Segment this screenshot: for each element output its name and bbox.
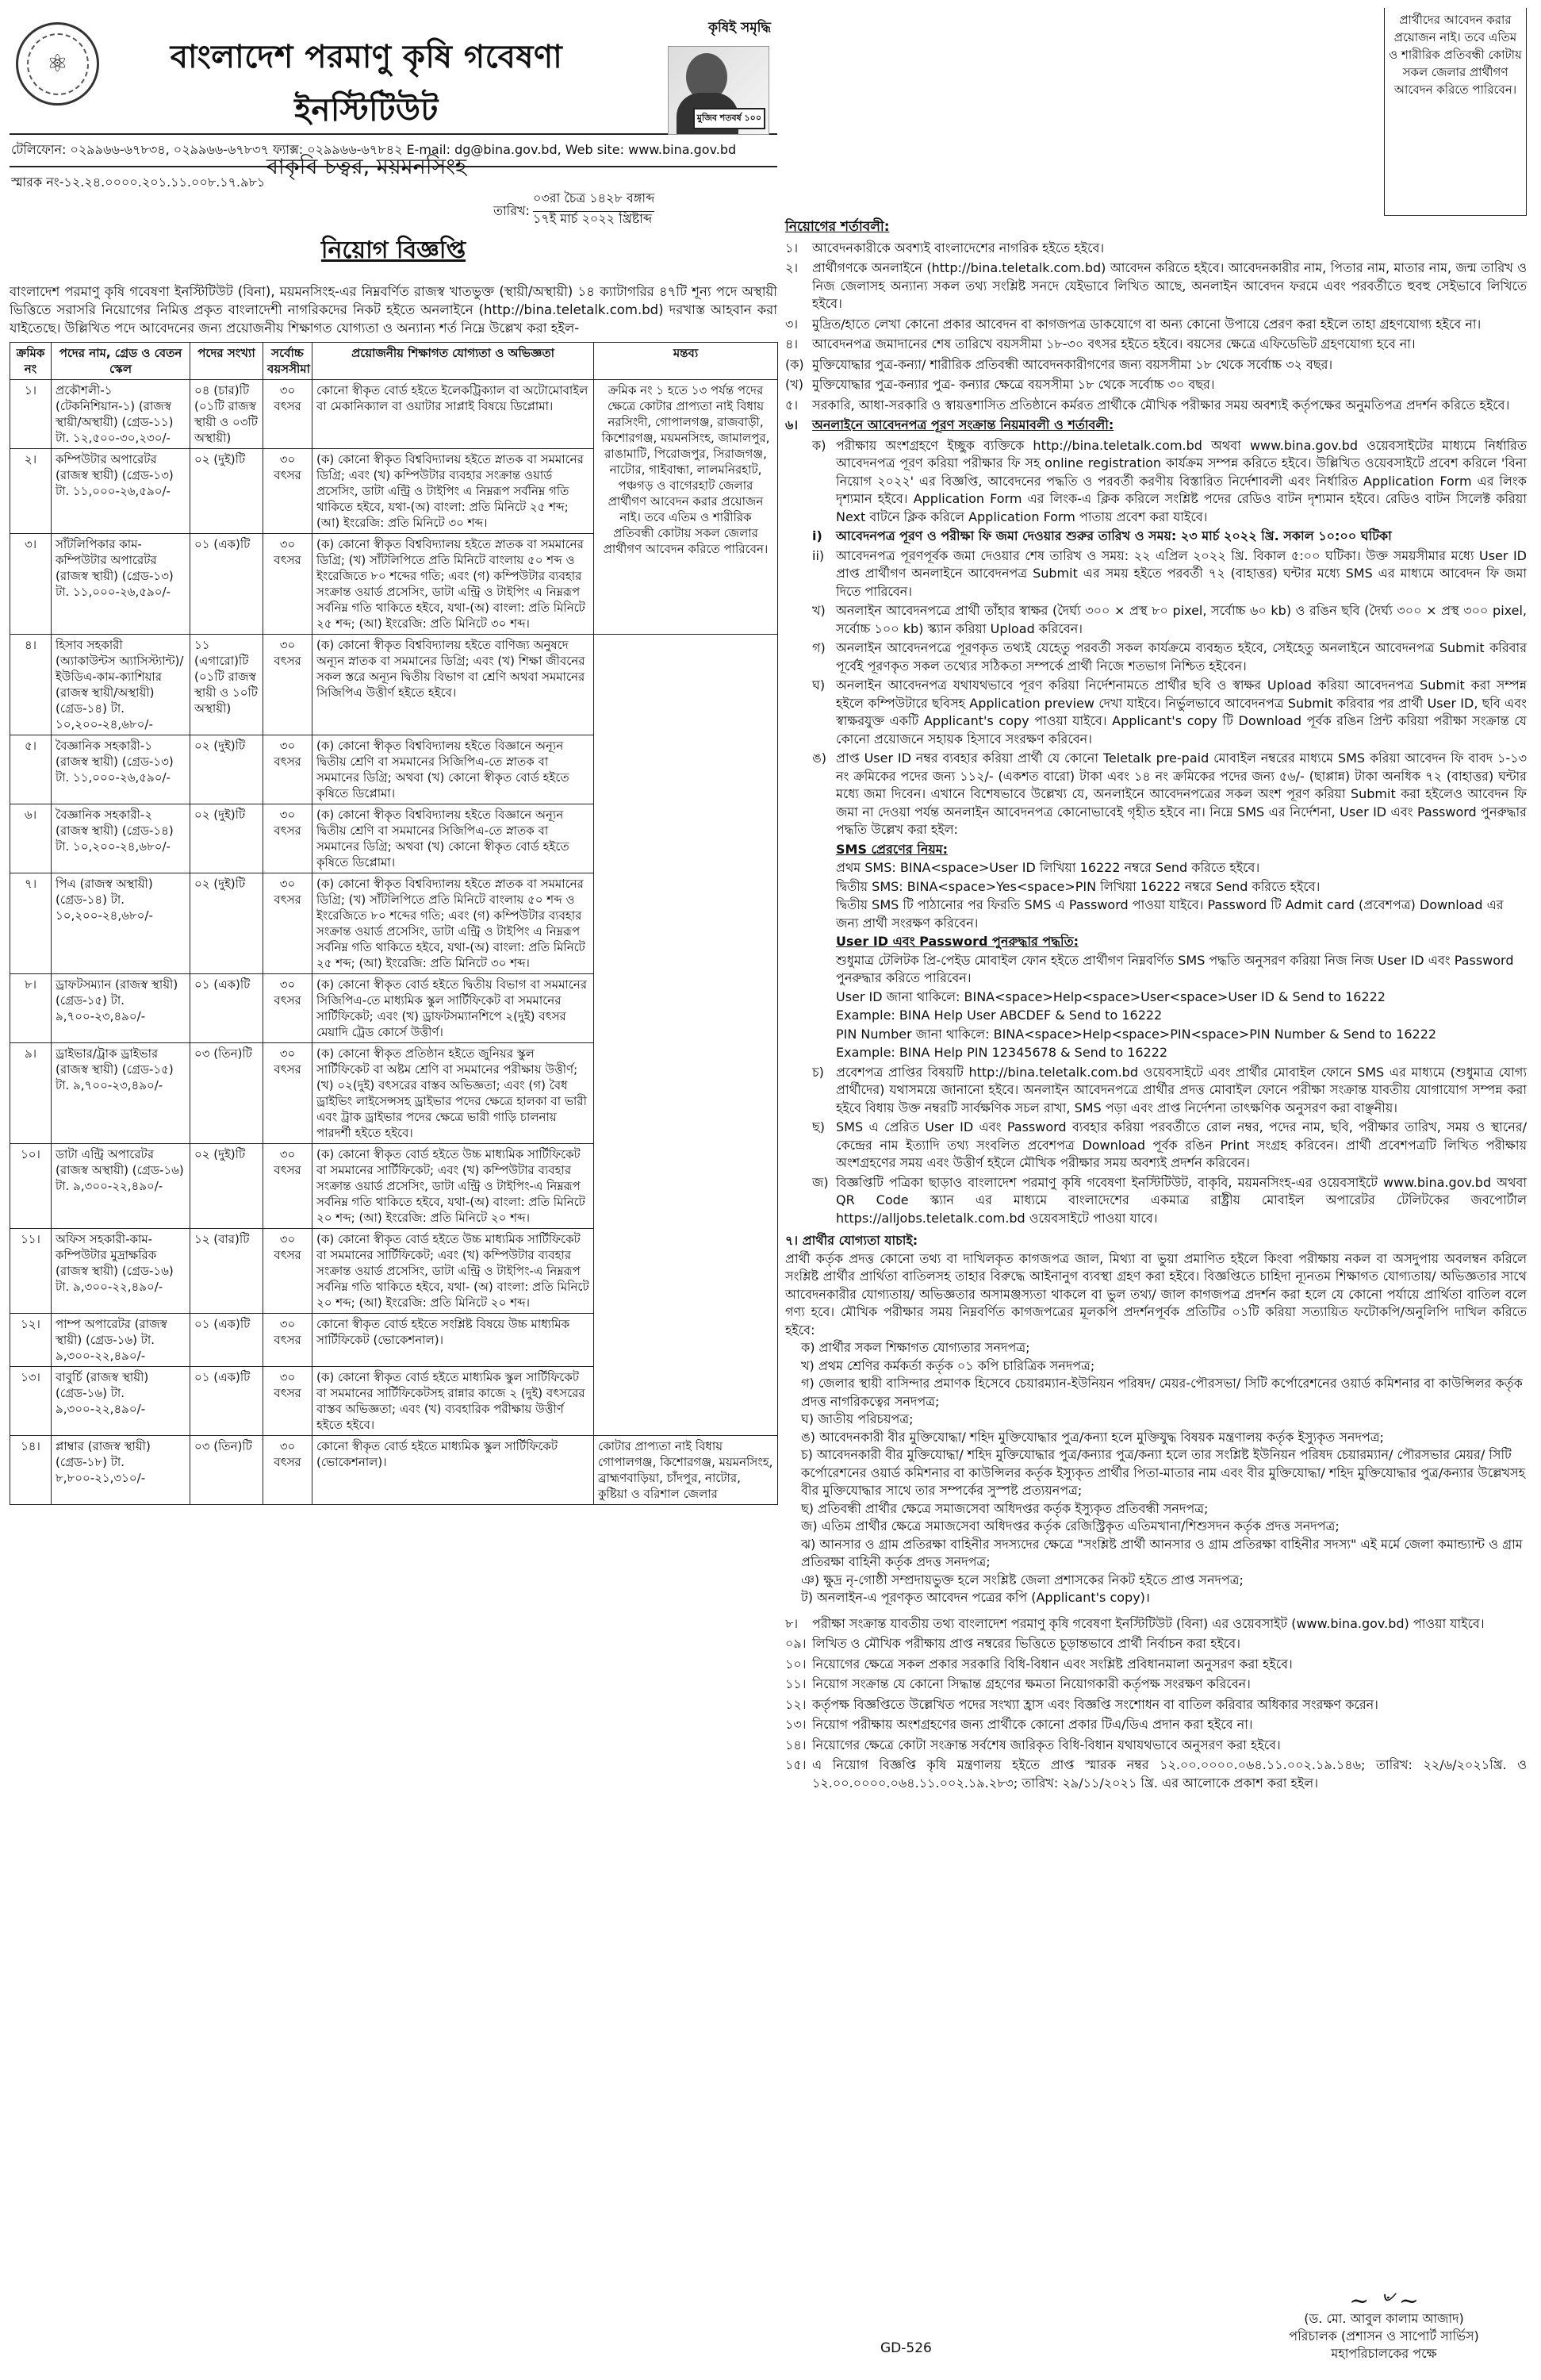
sub-condition: ঙ) প্রাপ্ত User ID নম্বর ব্যবহার করিয়া প্রার্থী যে কোনো Teletalk pre-paid মোবাইল নম্বরের মাধ্যমে SMS করিয়া আবেদন ফি বাবদ ১-১৩ নং ক্রমিকের পদের জন্য ১১২/- (একশত বারো) টাকা এবং ১৪ নং ক্রমিকের পদের জন্য ৫৬/- (ছাপ্পান্ন) টাকা অনধিক ৭২ (বাহাত্তর) ঘন্টার মধ্যে জমা দিবেন। এখানে বিশেষভাবে উল্লেখ্য যে, অনলাইনে আবেদনপত্রের সকল অংশ পূরণ করিয়া Submit করা হইলেও আবেদন ফি জমা না দেওয়া পর্যন্ত অনলাইন আবেদনপত্র কোনোভাবেই গৃহীত হইবে না। নিম্নে SMS এর নির্দেশনা, User ID এবং Password পুনরুদ্ধার পদ্ধতি উল্লেখ করা হইল: [812,750,1527,837]
pin-example: Example: BINA Help PIN 12345678 & Send to 16222 [836,1045,1168,1060]
cell-remark-quota: ক্রমিক নং ১ হতে ১৩ পর্যন্ত পদের ক্ষেত্রে কোটার প্রাপ্যতা নাই বিধায় নরসিংদী, গোপালগঞ্জ, রাজবাড়ী, কিশোরগঞ্জ, ময়মনসিংহ, জামালপুর, রাঙামাটি, পিরোজপুর, সিরাজগঞ্জ, নাটোর, গাইবান্ধা, লালমনিরহাট, পঞ্চগড় ও বাগেরহাট জেলার প্রার্থীগণ আবেদন করার প্রয়োজন নাই। তবে এতিম ও শারীরিক প্রতিবন্ধী কোটায় সকল জেলার প্রার্থীগণ আবেদন করিতে পারিবেন। [594,380,778,635]
sub-condition: ছ) SMS এ প্রেরিত User ID এবং Password ব্যবহার করিয়া পরবর্তীতে রোল নম্বর, পদের নাম, ছবি, পরীক্ষার তারিখ, সময় ও স্থানের/কেন্দ্রের নাম ইত্যাদি তথ্য সংবলিত প্রবেশপত্র Download পূর্বক রঙিন Print সংগ্রহ করিবেন। প্রার্থী প্রবেশপত্রটি লিখিত পরীক্ষায় অংশগ্রহণের সময় এবং উত্তীর্ণ হইলে মৌখিক পরীক্ষার সময় অবশ্যই প্রদর্শন করিবেন। [812,1119,1527,1170]
cell-count: ০১ (এক)টি [190,1367,263,1436]
footer-code: GD-526 [880,2340,932,2356]
cell-age: ৩০ বৎসর [263,735,312,804]
cell-age: ৩০ বৎসর [263,1229,312,1314]
list-item: খ) প্রথম শ্রেণির কর্মকর্তা কর্তৃক ০১ কপি চারিত্রিক সনদপত্র; [801,1357,1095,1373]
list-item: গ) জেলার স্থায়ী বাসিন্দার প্রমাণক হিসেবে চেয়ারম্যান-ইউনিয়ন পরিষদ/ মেয়র-পৌরসভা/ সিটি কর্পোরেশনের ওয়ার্ড কমিশনার বা কাউন্সিলর কর্তৃক প্রদত্ত নাগরিকত্বের সনদপত্র; [801,1376,1523,1409]
cell-serial: ৫। [10,735,52,804]
institute-logo [16,22,99,106]
table-header-row [10,343,778,380]
mujib-badge: মুজিব শতবর্ষ ১০০ [693,108,765,129]
list-item: ঝ) আনসার ও গ্রাম প্রতিরক্ষা বাহিনীর সদস্যদের ক্ষেত্রে "সংশ্লিষ্ট প্রার্থী আনসার ও গ্রাম প্রতিরক্ষা বাহিনীর সদস্য" এই মর্মে জেলা কমান্ড্যান্ট ও গ্রাম প্রতিরক্ষা বাহিনী কর্তৃক প্রদত্ত সনদপত্র; [801,1536,1523,1569]
col-header-age: সর্বোচ্চ বয়সসীমা [263,343,312,380]
cell-serial: ২। [10,449,52,534]
cell-age: ৩০ বৎসর [263,449,312,534]
cell-qualification: (ক) কোনো স্বীকৃত প্রতিষ্ঠান হইতে জুনিয়র স্কুল সার্টিফিকেট বা অষ্টম শ্রেণি বা সমমানের পরীক্ষায় উত্তীর্ণ; (খ) ০২(দুই) বৎসরের বাস্তব অভিজ্ঞতা; এবং (গ) বৈধ ড্রাইভিং লাইসেন্সসহ ড্রাইভার পদের ক্ষেত্রে হালকা বা ভারী এবং ট্রাক ড্রাইভার পদের ক্ষেত্রে ভারী গাড়ি চালনায় পারদর্শী হইতে হইবে। [312,1043,594,1144]
table-row [10,1436,778,1505]
cell-age: ৩০ বৎসর [263,1144,312,1229]
cell-qualification: কোনো স্বীকৃত বোর্ড হইতে ইলেকট্রিক্যাল বা অটোমোবাইল বা মেকানিক্যাল বা ওয়াটার সাপ্লাই বিষয়ে ডিপ্লোমা। [312,380,594,449]
org-address: বাকৃবি চত্বর, ময়মনসিংহ [266,155,467,179]
list-item: ঘ) জাতীয় পরিচয়পত্র; [801,1411,914,1426]
cell-post: প্লাম্বার (রাজস্ব স্থায়ী) (গ্রেড-১৮) টা. ৮,৮০০-২১,৩১০/- [52,1436,190,1505]
cell-count: ০২ (দুই)টি [190,1144,263,1229]
sms-line-2: দ্বিতীয় SMS: BINA<space>Yes<space>PIN লিখিয়া 16222 নম্বরে Send করিতে হইবে। [836,878,1321,894]
list-item: ঞ) ক্ষুদ্র নৃ-গোষ্ঠী সম্প্রদায়ভুক্ত হলে সংশ্লিষ্ট জেলা প্রশাসকের নিকট হইতে প্রাপ্ত সনদপত্র; [801,1572,1244,1587]
cell-serial: ১২। [10,1314,52,1367]
col-header-serial: ক্রমিক নং [10,343,52,380]
tail-item: ১৫। এ নিয়োগ বিজ্ঞপ্তি কৃষি মন্ত্রণালয় হইতে প্রাপ্ত স্মারক নম্বর ১২.০০.০০০০.০৬৪.১১.০০২.১৯.১৪৬; তারিখ: ২২/৬/২০২১খ্রি. ও ১২.০০.০০০০.০৬৪.১১.০০২.১৯.২৮৩; তারিখ: ২৯/১১/২০২১ খ্রি. এর আলোকে প্রকাশ করা হইল। [785,1757,1527,1791]
cell-post: কম্পিউটার অপারেটর (রাজস্ব স্থায়ী) (গ্রেড-১৩) টা. ১১,০০০-২৬,৫৯০/- [52,449,190,534]
cell-qualification: (ক) কোনো স্বীকৃত বিশ্ববিদ্যালয় হইতে বাণিজ্য অনুষদে অন্যূন স্নাতক বা সমমানের ডিগ্রি; এবং (খ) শিক্ষা জীবনের সকল স্তরে অন্যূন দ্বিতীয় বিভাগ বা শ্রেণি অথবা সমমানের সিজিপিএ উত্তীর্ণ হইতে হইবে। [312,635,594,735]
cell-post: ড্রাফটসম্যান (রাজস্ব স্থায়ী) (গ্রেড-১৫) টা. ৯,৭০০-২৩,৪৯০/- [52,974,190,1043]
cell-count: ০১ (এক)টি [190,534,263,635]
atom-icon: ⚛ [27,33,89,95]
cell-count: ০৪ (চার)টি (০১টি রাজস্ব স্থায়ী ও ০৩টি অস্থায়ী) [190,380,263,449]
cell-count: ০২ (দুই)টি [190,873,263,974]
cell-serial: ৪। [10,635,52,735]
sub-condition: জ) বিজ্ঞপ্তিটি পত্রিকা ছাড়াও বাংলাদেশ পরমাণু কৃষি গবেষণা ইনস্টিটিউট, বাকৃবি, ময়মনসিংহ-এর ওয়েবসাইটে www.bina.gov.bd অথবা QR Code স্ক্যান এর মাধ্যমে বাংলাদেশের একমাত্র রাষ্ট্রীয় মোবাইল অপারেটর টেলিটকের জবপোর্টাল https://alljobs.teletalk.com.bd ওয়েবসাইটে পাওয়া যাবে। [812,1174,1527,1226]
list-item: চ) আবেদনকারী বীর মুক্তিযোদ্ধা/ শহিদ মুক্তিযোদ্ধার পুত্র/কন্যার পুত্র/কন্যা হলে তার সংশ্লিষ্ট ইউনিয়ন পরিষদ চেয়ারম্যান/ পৌরসভার মেয়র/ সিটি কর্পোরেশনের ওয়ার্ড কমিশনার বা কাউন্সিলর কর্তৃক ইস্যুকৃত প্রার্থীর পিতা-মাতার নাম এবং বীর মুক্তিযোদ্ধা/ শহিদ মুক্তিযোদ্ধার পুত্র/কন্যার উল্লেখসহ বীর মুক্তিযোদ্ধার সাথে তার সম্পর্কের সুস্পষ্ট প্রত্যয়নপত্র; [801,1447,1525,1498]
portrait-block [668,17,771,129]
tail-item: ১০। নিয়োগের ক্ষেত্রে সকল প্রকার সরকারি বিধি-বিধান এবং সংশ্লিষ্ট প্রবিধানমালা অনুসরণ করা হইবে। [785,1656,1293,1672]
cell-age: ৩০ বৎসর [263,534,312,635]
cell-post: সাঁটলিপিকার কাম-কম্পিউটার অপারেটর (রাজস্ব স্থায়ী) (গ্রেড-১৩) টা. ১১,০০০-২৬,৫৯০/- [52,534,190,635]
signatory-name: (ড. মো. আবুল কালাম আজাদ) [1304,2311,1464,2326]
list-item: ঙ) আবেদনকারী বীর মুক্তিযোদ্ধা/ শহিদ মুক্তিযোদ্ধার পুত্র/কন্যা হলে মুক্তিযুদ্ধ বিষয়ক মন্ত্রণালয় কর্তৃক ইস্যুকৃত সনদপত্র; [801,1429,1384,1445]
condition-item: ৬। অনলাইনে আবেদনপত্র পূরণ সংক্রান্ত নিয়মাবলী ও শর্তাবলী: [785,417,1114,432]
cell-post: প্রকৌশলী-১ (টেকনিশিয়ান-১) (রাজস্ব স্থায়ী/অস্থায়ী) (গ্রেড-১১) টা. ১২,৫০০-৩০,২৩০/- [52,380,190,449]
remark-continuation: প্রার্থীদের আবেদন করার প্রয়োজন নাই। তবে এতিম ও শারীরিক প্রতিবন্ধী কোটায় সকল জেলার প্রার্থীগণ আবেদন করিতে পারিবেন। [1384,8,1527,216]
cell-serial: ৯। [10,1043,52,1144]
posts-table [10,342,778,1505]
cell-age: ৩০ বৎসর [263,380,312,449]
date-english: ১৭ই মার্চ ২০২২ খ্রিষ্টাব্দ [533,211,653,226]
sms-line-1: প্রথম SMS: BINA<space>User ID লিখিয়া 16222 নম্বরে Send করিতে হইবে। [836,860,1260,875]
cell-age: ৩০ বৎসর [263,1436,312,1505]
tail-item: ১২। কর্তৃপক্ষ বিজ্ঞপ্তিতে উল্লেখিত পদের সংখ্যা হ্রাস এবং বিজ্ঞপ্তি সংশোধন বা বাতিল করিবার অধিকার সংরক্ষণ করেন। [785,1696,1378,1712]
condition-item: ২। প্রার্থীগণকে অনলাইনে (http://bina.teletalk.com.bd) আবেদন করিতে হইবে। আবেদনকারীর নাম, পিতার নাম, মাতার নাম, জন্ম তারিখ ও নিজ জেলাসহ অন্যান্য সকল তথ্য সংশ্লিষ্ট সনদে যেইভাবে লিখিত আছে, অনলাইন আবেদন ফরমে এবং পরবর্তীতে হুবহু সেইভাবে লিখিতে হইবে। [785,260,1527,311]
uid-line: User ID জানা থাকিলে: BINA<space>Help<space>User<space>User ID & Send to 16222 [836,988,1386,1004]
signature-block [1245,2287,1523,2363]
condition-item: ৫। সরকারি, আধা-সরকারি ও স্বায়ত্তশাসিত প্রতিষ্ঠানে কর্মরত প্রার্থীকে মৌখিক পরীক্ষার সময় অবশ্যই কর্তৃপক্ষের অনুমতিপত্র প্রদর্শন করিতে হইবে। [785,397,1510,413]
cell-count: ০৩ (তিন)টি [190,1436,263,1505]
cell-count: ০৩ (তিন)টি [190,1043,263,1144]
cell-qualification: (ক) কোনো স্বীকৃত বোর্ড হইতে উচ্চ মাধ্যমিক সার্টিফিকেট বা সমমানের সার্টিফিকেট; এবং (খ) কম্পিউটার ব্যবহার সংক্রান্ত ওয়ার্ড প্রসেসিং, ডাটা এন্ট্রি ও টাইপিং-এ নিম্নরূপ সর্বনিম্ন গতি থাকিতে হইবে, যথা-(অ) বাংলা: প্রতি মিনিটে ২০ শব্দ; (আ) ইংরেজি: প্রতি মিনিটে ২০ শব্দ। [312,1144,594,1229]
cell-age: ৩০ বৎসর [263,974,312,1043]
signature-scribble: ~ ৺ ~ [1349,2287,1419,2315]
sub-condition: চ) প্রবেশপত্র প্রাপ্তির বিষয়টি http://bina.teletalk.com.bd ওয়েবসাইটে এবং প্রার্থীর মোবাইল ফোনে SMS এর মাধ্যমে (শুধুমাত্র যোগ্য প্রার্থীদের) যথাসময়ে জানানো হইবে। অনলাইন আবেদনপত্রে প্রার্থীর প্রদত্ত মোবাইল ফোনে পরীক্ষা সংক্রান্ত যাবতীয় যোগাযোগ সম্পন্ন করা হইবে বিধায় উক্ত নম্বরটি সার্বক্ষণিক সচল রাখা, SMS পড়া এবং প্রাপ্ত নির্দেশনা তাৎক্ষণিক অনুসরণ করা বাঞ্ছনীয়। [812,1064,1527,1115]
cell-count: ০১ (এক)টি [190,974,263,1043]
cell-qualification: (ক) কোনো স্বীকৃত বিশ্ববিদ্যালয় হইতে স্নাতক বা সমমানের ডিগ্রি; (খ) সাঁটলিপিতে প্রতি মিনিটে বাংলায় ৫০ শব্দ ও ইংরেজিতে ৮০ শব্দের গতি; এবং (গ) কম্পিউটার ব্যবহার সংক্রান্ত ওয়ার্ড প্রসেসিং, ডাটা এন্ট্রি ও টাইপিং এ নিম্নরূপ সর্বনিম্ন গতি থাকিতে হইবে, যথা-(অ) বাংলা: প্রতি মিনিটে ২৫ শব্দ; (আ) ইংরেজি: প্রতি মিনিটে ৩০ শব্দ। [312,534,594,635]
cell-post: ড্রাইভার/ট্রাক ড্রাইভার (রাজস্ব স্থায়ী) (গ্রেড-১৫) টা. ৯,৭০০-২৩,৪৯০/- [52,1043,190,1144]
condition-item: ৪। আবেদনপত্র জমাদানের শেষ তারিখে বয়সসীমা ১৮-৩০ বৎসর হইতে হইবে। বয়সের ক্ষেত্রে এফিডেভিট গ্রহণযোগ্য হবে না। [785,336,1416,351]
cell-age: ৩০ বৎসর [263,635,312,735]
signatory-designation: পরিচালক (প্রশাসন ও সাপোর্ট সার্ভিস) [1289,2328,1479,2344]
cell-count: ০২ (দুই)টি [190,804,263,873]
conditions-heading: নিয়োগের শর্তাবলী: [785,219,890,235]
cell-qualification: (ক) কোনো স্বীকৃত বোর্ড হইতে মাধ্যমিক স্কুল সার্টিফিকেট বা সমমানের সার্টিফিকেটসহ রান্নার কাজে ২ (দুই) বৎসরের বাস্তব অভিজ্ঞতা; এবং (খ) ব্যবহারিক পরীক্ষায় উত্তীর্ণ হইতে হইবে। [312,1367,594,1436]
sms-title: SMS প্রেরণের নিয়ম: [836,841,949,857]
cell-age: ৩০ বৎসর [263,1367,312,1436]
cell-post: ডাটা এন্ট্রি অপারেটর (রাজস্ব অস্থায়ী) (গ্রেড-১৬) টা. ৯,৩০০-২২,৪৯০/- [52,1144,190,1229]
condition-item: ৩। মুদ্রিত/হাতে লেখা কোনো প্রকার আবেদন বা কাগজপত্র ডাকযোগে বা অন্য কোনো উপায়ে প্রেরণ করা হইলে তাহা গ্রহণযোগ্য হইবে না। [785,316,1482,332]
date-bangla: ০৩রা চৈত্র ১৪২৮ বঙ্গাব্দ [533,188,654,212]
cell-post: অফিস সহকারী-কাম-কম্পিউটার মুদ্রাক্ষরিক (রাজস্ব স্থায়ী) (গ্রেড-১৬) টা. ৯,৩০০-২২,৪৯০/- [52,1229,190,1314]
col-header-post: পদের নাম, গ্রেড ও বেতন স্কেল [52,343,190,380]
sub-condition: খ) অনলাইন আবেদনপত্রে প্রার্থী তাঁহার স্বাক্ষর (দৈর্ঘ্য ৩০০ × প্রস্থ ৮০ pixel, সর্বোচ্চ ৬০ kb) ও রঙিন ছবি (দৈর্ঘ্য ৩০০ × প্রস্থ ৩০০ pixel, সর্বোচ্চ ১০০ kb) স্ক্যান করিয়া Upload করিবেন। [812,603,1527,636]
notice-intro: বাংলাদেশ পরমাণু কৃষি গবেষণা ইনস্টিটিউট (বিনা), ময়মনসিংহ-এর নিম্নবর্ণিত রাজস্ব খাতভুক্ত (স্থায়ী/অস্থায়ী) ১৪ ক্যাটাগরির ৪৭টি শূন্য পদে অস্থায়ী ভিত্তিতে সরাসরি নিয়োগের নিমিত্ত প্রকৃত বাংলাদেশী নাগরিকদের নিকট হইতে অনলাইনে (http://bina.teletalk.com.bd) দরখাস্ত আহবান করা যাইতেছে। উল্লিখিত পদে আবেদনের জন্য প্রয়োজনীয় শিক্ষাগত যোগ্যতা ও অন্যান্য শর্ত নিম্নে উল্লেখ করা হইল- [10,284,777,336]
org-block [144,32,588,186]
date-label: তারিখ: [493,203,530,218]
pin-line: PIN Number জানা থাকিলে: BINA<space>Help<space>PIN<space>PIN Number & Send to 16222 [836,1026,1437,1042]
condition-item: (খ) মুক্তিযোদ্ধার পুত্র-কন্যার পুত্র- কন্যার ক্ষেত্রে বয়সসীমা ১৮ থেকে সর্বোচ্চ ৩০ বছর। [785,377,1215,392]
sub-condition: ক) পরীক্ষায় অংশগ্রহণে ইচ্ছুক ব্যক্তিকে http://bina.teletalk.com.bd অথবা www.bina.gov.bd ওয়েবসাইটের মাধ্যমে নির্ধারিত আবেদনপত্র পূরণ করিয়া পরীক্ষার ফি সহ online registration কার্যক্রম সম্পন্ন করিতে হইবে। উল্লিখিত ওয়েবসাইটে প্রবেশ করিলে 'বিনা নিয়োগ ২০২২' এর বিজ্ঞপ্তি, আবেদনের পদ্ধতি ও পরবর্তী করণীয় বিস্তারিত নির্দেশাবলী এবং নির্ধারিত Application Form এর লিংক দৃশ্যমান হইবে। Application Form এর লিংক-এ ক্লিক করিলে সংশ্লিষ্ট পদের রেডিও বাটন দৃশ্যমান হইবে। রেডিও বাটন সিলেক্ট করিয়া Next বাটনে ক্লিক করিলে Application Form পাতায় প্রবেশ করা যাইবে। [812,437,1527,524]
cell-post: বৈজ্ঞানিক সহকারী-১ (রাজস্ব স্থায়ী) (গ্রেড-১৩) টা. ১১,০০০-২৬,৫৯০/- [52,735,190,804]
list-item: ট) অনলাইন-এ পূরণকৃত আবেদন পত্রের কপি (Applicant's copy)। [801,1590,1150,1605]
sub-condition: ঘ) অনলাইন আবেদনপত্র যথাযথভাবে পূরণ করিয়া নির্দেশনামতে প্রার্থীর ছবি ও স্বাক্ষর Upload করিয়া আবেদনপত্র Submit করা সম্পন্ন হইলে কম্পিউটারে ছবিসহ Application preview দেখা যাইবে। নির্ভুলভাবে আবেদনপত্র Submit করিবার পর প্রার্থী User ID, ছবি এবং স্বাক্ষরযুক্ত একটি Applicant's copy পাওয়া যাইবে। Applicant's copy টি Download পূর্বক রঙিন প্রিন্ট করিয়া পরীক্ষা সংক্রান্ত যে কোনো প্রয়োজনে সহায়ক হিসাবে সংরক্ষণ করিবেন। [812,678,1527,747]
memo-number: স্মারক নং-১২.২৪.০০০০.২০১.১১.০০৮.১৭.৯৮১ [11,175,266,190]
cell-serial: ৭। [10,873,52,974]
cell-remark-empty [594,635,778,1436]
cell-serial: ৮। [10,974,52,1043]
list-item: ছ) প্রতিবন্ধী প্রার্থীর ক্ষেত্রে সমাজসেবা অধিদপ্তর কর্তৃক ইস্যুকৃত প্রতিবন্ধী সনদপত্র; [801,1500,1209,1516]
recover-text: শুধুমাত্র টেলিটক প্রি-পেইড মোবাইল ফোন হইতে প্রার্থীগণ নিম্নবর্ণিত SMS পদ্ধতি অনুসরণ করিয়া নিজ নিজ User ID এবং Password পুনরুদ্ধার করিতে পারিবেন। [836,952,1514,985]
sub-condition: ii) আবেদনপত্র পূরণপূর্বক জমা দেওয়ার শেষ তারিখ ও সময়: ২২ এপ্রিল ২০২২ খ্রি. বিকাল ৫:০০ ঘটিকা। উক্ত সময়সীমার মধ্যে User ID প্রাপ্ত প্রার্থীগণ অনলাইনে আবেদনপত্র Submit এর সময় হইতে পরবর্তী ৭২ (বাহাত্তর) ঘন্টার মধ্যে SMS এর মাধ্যমে আবেদন ফি জমা দিতে পারিবেন। [812,547,1527,599]
cell-age: ৩০ বৎসর [263,804,312,873]
left-column [10,8,777,2372]
col-header-remarks: মন্তব্য [594,343,778,380]
uid-example: Example: BINA Help User ABCDEF & Send to 16222 [836,1008,1163,1023]
cell-count: ০২ (দুই)টি [190,449,263,534]
signatory-behalf: মহাপরিচালকের পক্ষে [1331,2346,1437,2361]
tail-item: ১৩। নিয়োগ পরীক্ষায় অংশগ্রহণের জন্য প্রার্থীকে কোনো প্রকার টিএ/ডিএ প্রদান করা হইবে না। [785,1717,1253,1732]
cell-remark-quota-2: কোটার প্রাপ্যতা নাই বিধায় গোপালগঞ্জ, কিশোরগঞ্জ, ময়মনসিংহ, ব্রাহ্মণবাড়িয়া, চাঁদপুর, নাটোর, কুষ্টিয়া ও বরিশাল জেলার [594,1436,778,1505]
cell-post: পাম্প অপারেটর (রাজস্ব স্থায়ী) (গ্রেড-১৬) টা. ৯,৩০০-২২,৪৯০/- [52,1314,190,1367]
tail-item: ১৪। নিয়োগের ক্ষেত্রে কোটা সংক্রান্ত সর্বশেষ জারিকৃত বিধি-বিধান যথাযথভাবে অনুসরণ করা হইবে। [785,1737,1281,1752]
contact-line: টেলিফোন: ০২৯৯৬৬-৬৭৮৩৪, ০২৯৯৬৬-৬৭৮৩৭ ফ্যাক্স: ০২৯৯৬৬-৬৭৮৪২ E-mail: dg@bina.gov.bd, Web site: www.bina.gov.bd [10,135,777,167]
item7-list [801,1339,1527,1607]
cell-serial: ১০। [10,1144,52,1229]
memo-row [10,167,777,226]
cell-serial: ১। [10,380,52,449]
condition-item: (ক) মুক্তিযোদ্ধার পুত্র-কন্যা/ শারীরিক প্রতিবন্ধী আবেদনকারীগণের জন্য বয়সসীমা ১৮ থেকে সর্বোচ্চ ৩২ বছর। [785,356,1333,372]
tail-item: ০৯। লিখিত ও মৌখিক পরীক্ষায় প্রাপ্ত নম্বরের ভিত্তিতে চূড়ান্তভাবে প্রার্থী নির্বাচন করা হইবে। [785,1636,1240,1651]
org-name: বাংলাদেশ পরমাণু কৃষি গবেষণা ইনস্টিটিউট [170,39,563,129]
right-column [785,8,1531,2372]
cell-age: ৩০ বৎসর [263,873,312,974]
slogan: কৃষিই সমৃদ্ধি [708,20,771,36]
cell-serial: ১৪। [10,1436,52,1505]
tail-item: ১১। নিয়োগ সংক্রান্ত যে কোনো সিদ্ধান্ত গ্রহণের ক্ষমতা নিয়োগকারী কর্তৃপক্ষ সংরক্ষণ করিবেন। [785,1676,1251,1691]
cell-age: ৩০ বৎসর [263,1043,312,1144]
cell-qualification: (ক) কোনো স্বীকৃত বোর্ড হইতে দ্বিতীয় বিভাগ বা সমমানের সিজিপিএ-তে মাধ্যমিক স্কুল সার্টিফিকেট বা সমমানের সার্টিফিকেট; এবং (খ) ড্রাফটসম্যানশিপে ২(দুই) বৎসর মেয়াদি ট্রেড কোর্সে উত্তীর্ণ। [312,974,594,1043]
condition-item: ১। আবেদনকারীকে অবশ্যই বাংলাদেশের নাগরিক হইতে হইবে। [785,240,1105,255]
cell-qualification: (ক) কোনো স্বীকৃত বিশ্ববিদ্যালয় হইতে বিজ্ঞানে অন্যূন দ্বিতীয় শ্রেণি বা সমমানের সিজিপিএ-তে স্নাতক বা সমমানের ডিগ্রি; অথবা (খ) কোনো স্বীকৃত বোর্ড হইতে কৃষিতে ডিপ্লোমা। [312,735,594,804]
cell-qualification: (ক) কোনো স্বীকৃত বিশ্ববিদ্যালয় হইতে স্নাতক বা সমমানের ডিগ্রি; এবং (খ) কম্পিউটার ব্যবহার সংক্রান্ত ওয়ার্ড প্রসেসিং, ডাটা এন্ট্রি ও টাইপিং এ নিম্নরূপ সর্বনিম্ন গতি থাকিতে হইবে, যথা-(অ) বাংলা: প্রতি মিনিটে ২৫ শব্দ; (আ) ইংরেজি: প্রতি মিনিটে ৩০ শব্দ। [312,449,594,534]
conditions-section [785,218,1527,1795]
cell-serial: ৬। [10,804,52,873]
cell-post: বাবুর্চি (রাজস্ব স্থায়ী) (গ্রেড-১৬) টা. ৯,৩০০-২২,৪৯০/- [52,1367,190,1436]
list-item: ক) প্রার্থীর সকল শিক্ষাগত যোগ্যতার সনদপত্র; [801,1340,1030,1355]
cell-serial: ১১। [10,1229,52,1314]
cell-post: হিসাব সহকারী (অ্যাকাউন্টস অ্যাসিস্ট্যান্ট)/ইউডিএ-কাম-ক্যাশিয়ার (রাজস্ব স্থায়ী/অস্থায়ী) (গ্রেড-১৪) টা. ১০,২০০-২৪,৬৮০/- [52,635,190,735]
cell-count: ০১ (এক)টি [190,1314,263,1367]
cell-post: পিএ (রাজস্ব অস্থায়ী) (গ্রেড-১৪) টা. ১০,২০০-২৪,৬৮০/- [52,873,190,974]
sub-condition: গ) অনলাইন আবেদনপত্রে পূরণকৃত তথ্যই যেহেতু পরবর্তী সকল কার্যক্রমে ব্যবহৃত হইবে, সেইহেতু অনলাইনে আবেদনপত্র Submit করিবার পূর্বেই পূরণকৃত সকল তথ্যের সঠিকতা সম্পর্কে প্রার্থী নিজে শতভাগ নিশ্চিত হইবেন। [812,640,1527,674]
portrait-image [668,46,769,135]
cell-qualification: (ক) কোনো স্বীকৃত বিশ্ববিদ্যালয় হইতে স্নাতক বা সমমানের ডিগ্রি; (খ) সাঁটলিপিতে প্রতি মিনিটে বাংলায় ৫০ শব্দ ও ইংরেজিতে ৮০ শব্দের গতি; এবং (গ) কম্পিউটার ব্যবহার সংক্রান্ত ওয়ার্ড প্রসেসিং, ডাটা এন্ট্রি ও টাইপিং এ নিম্নরূপ সর্বনিম্ন গতি থাকিতে হইবে, যথা-(অ) বাংলা: প্রতি মিনিটে ২৫ শব্দ; (আ) ইংরেজি: প্রতি মিনিটে ৩০ শব্দ। [312,873,594,974]
cell-qualification: (ক) কোনো স্বীকৃত বিশ্ববিদ্যালয় হইতে বিজ্ঞানে অন্যূন দ্বিতীয় শ্রেণি বা সমমানের সিজিপিএ-তে স্নাতক বা সমমানের ডিগ্রি; অথবা (খ) কোনো স্বীকৃত বোর্ড হইতে কৃষিতে ডিপ্লোমা। [312,804,594,873]
cell-age: ৩০ বৎসর [263,1314,312,1367]
recover-title: User ID এবং Password পুনরুদ্ধার পদ্ধতি: [836,934,1079,949]
sub-condition: i) আবেদনপত্র পূরণ ও পরীক্ষা ফি জমা দেওয়ার শুরুর তারিখ ও সময়: ২৩ মার্চ ২০২২ খ্রি. সকাল ১০:০০ ঘটিকা [812,528,1392,543]
table-row [10,635,778,735]
notice-title: নিয়োগ বিজ্ঞপ্তি [320,236,466,264]
col-header-qualification: প্রয়োজনীয় শিক্ষাগত যোগ্যতা ও অভিজ্ঞতা [312,343,594,380]
list-item: জ) এতিম প্রার্থীর ক্ষেত্রে সমাজসেবা অধিদপ্তর কর্তৃক রেজিস্ট্রিকৃত এতিমখানা/শিশুসদন কর্তৃক প্রদত্ত সনদপত্র; [801,1518,1340,1534]
cell-count: ১২ (বার)টি [190,1229,263,1314]
item7-title: ৭। প্রার্থীর যোগ্যতা যাচাই: [785,1233,918,1248]
tail-item: ৮। পরীক্ষা সংক্রান্ত যাবতীয় তথ্য বাংলাদেশ পরমাণু কৃষি গবেষণা ইনস্টিটিউট (বিনা) এর ওয়েবসাইট (www.bina.gov.bd) পাওয়া যাইবে। [785,1615,1485,1631]
cell-qualification: (ক) কোনো স্বীকৃত বোর্ড হইতে উচ্চ মাধ্যমিক সার্টিফিকেট বা সমমানের সার্টিফিকেট; এবং (খ) কম্পিউটার ব্যবহার সংক্রান্ত ওয়ার্ড প্রসেসিং, ডাটা এন্ট্রি ও টাইপিং-এ নিম্নরূপ সর্বনিম্ন গতি থাকিতে হইবে, যথা- (অ) বাংলা: প্রতি মিনিটে ২০ শব্দ; (আ) ইংরেজি: প্রতি মিনিটে ২০ শব্দ। [312,1229,594,1314]
cell-qualification: কোনো স্বীকৃত বোর্ড হইতে মাধ্যমিক স্কুল সার্টিফিকেট (ভোকেশনাল)। [312,1436,594,1505]
cell-count: ০২ (দুই)টি [190,735,263,804]
cell-qualification: কোনো স্বীকৃত বোর্ড হইতে সংশ্লিষ্ট বিষয়ে উচ্চ মাধ্যমিক সার্টিফিকেট (ভোকেশনাল)। [312,1314,594,1367]
cell-count: ১১ (এগারো)টি (০১টি রাজস্ব স্থায়ী ও ১০টি অস্থায়ী) [190,635,263,735]
item7-text: প্রার্থী কর্তৃক প্রদত্ত কোনো তথ্য বা দাখিলকৃত কাগজপত্র জাল, মিথ্যা বা ভুয়া প্রমাণিত হইলে কিংবা পরীক্ষায় নকল বা অসদুপায় অবলম্বন করিলে সংশ্লিষ্ট প্রার্থীর প্রার্থিতা বাতিলসহ তাহার বিরুদ্ধে আইনানুগ ব্যবস্থা গ্রহণ করা হইবে। বিজ্ঞপ্তিতে চাহিদা ন্যূনতম শিক্ষাগত যোগ্যতায়/ অভিজ্ঞতার সাথে আবেদনকারীর যোগ্যতায়/ অভিজ্ঞতার অসামঞ্জস্যতা থাকলে বা ভুল তথ্য/ জাল কাগজপত্র প্রদর্শন করা হলে যে কোনো পর্যায়ে প্রার্থিতা বাতিল বলে গণ্য হবে। মৌখিক পরীক্ষার সময় নিম্নবর্ণিত কাগজপত্রের মূলকপি প্রদর্শনপূর্বক প্রতিটির ০১টি করিয়া সত্যায়িত ফটোকপি/অনুলিপি দাখিল করিতে হইবে: [785,1250,1527,1338]
sms-instructions [836,841,1527,1062]
col-header-count: পদের সংখ্যা [190,343,263,380]
table-row [10,380,778,449]
cell-serial: ১৩। [10,1367,52,1436]
cell-serial: ৩। [10,534,52,635]
cell-post: বৈজ্ঞানিক সহকারী-২ (রাজস্ব স্থায়ী) (গ্রেড-১৪) টা. ১০,২০০-২৪,৬৮০/- [52,804,190,873]
sms-line-3: দ্বিতীয় SMS টি পাঠানোর পর ফিরতি SMS এ Password পাওয়া যাইবে। Password টি Admit card (প্রবেশপত্র) Download এর জন্য প্রার্থী সংরক্ষণ করিবেন। [836,897,1504,931]
